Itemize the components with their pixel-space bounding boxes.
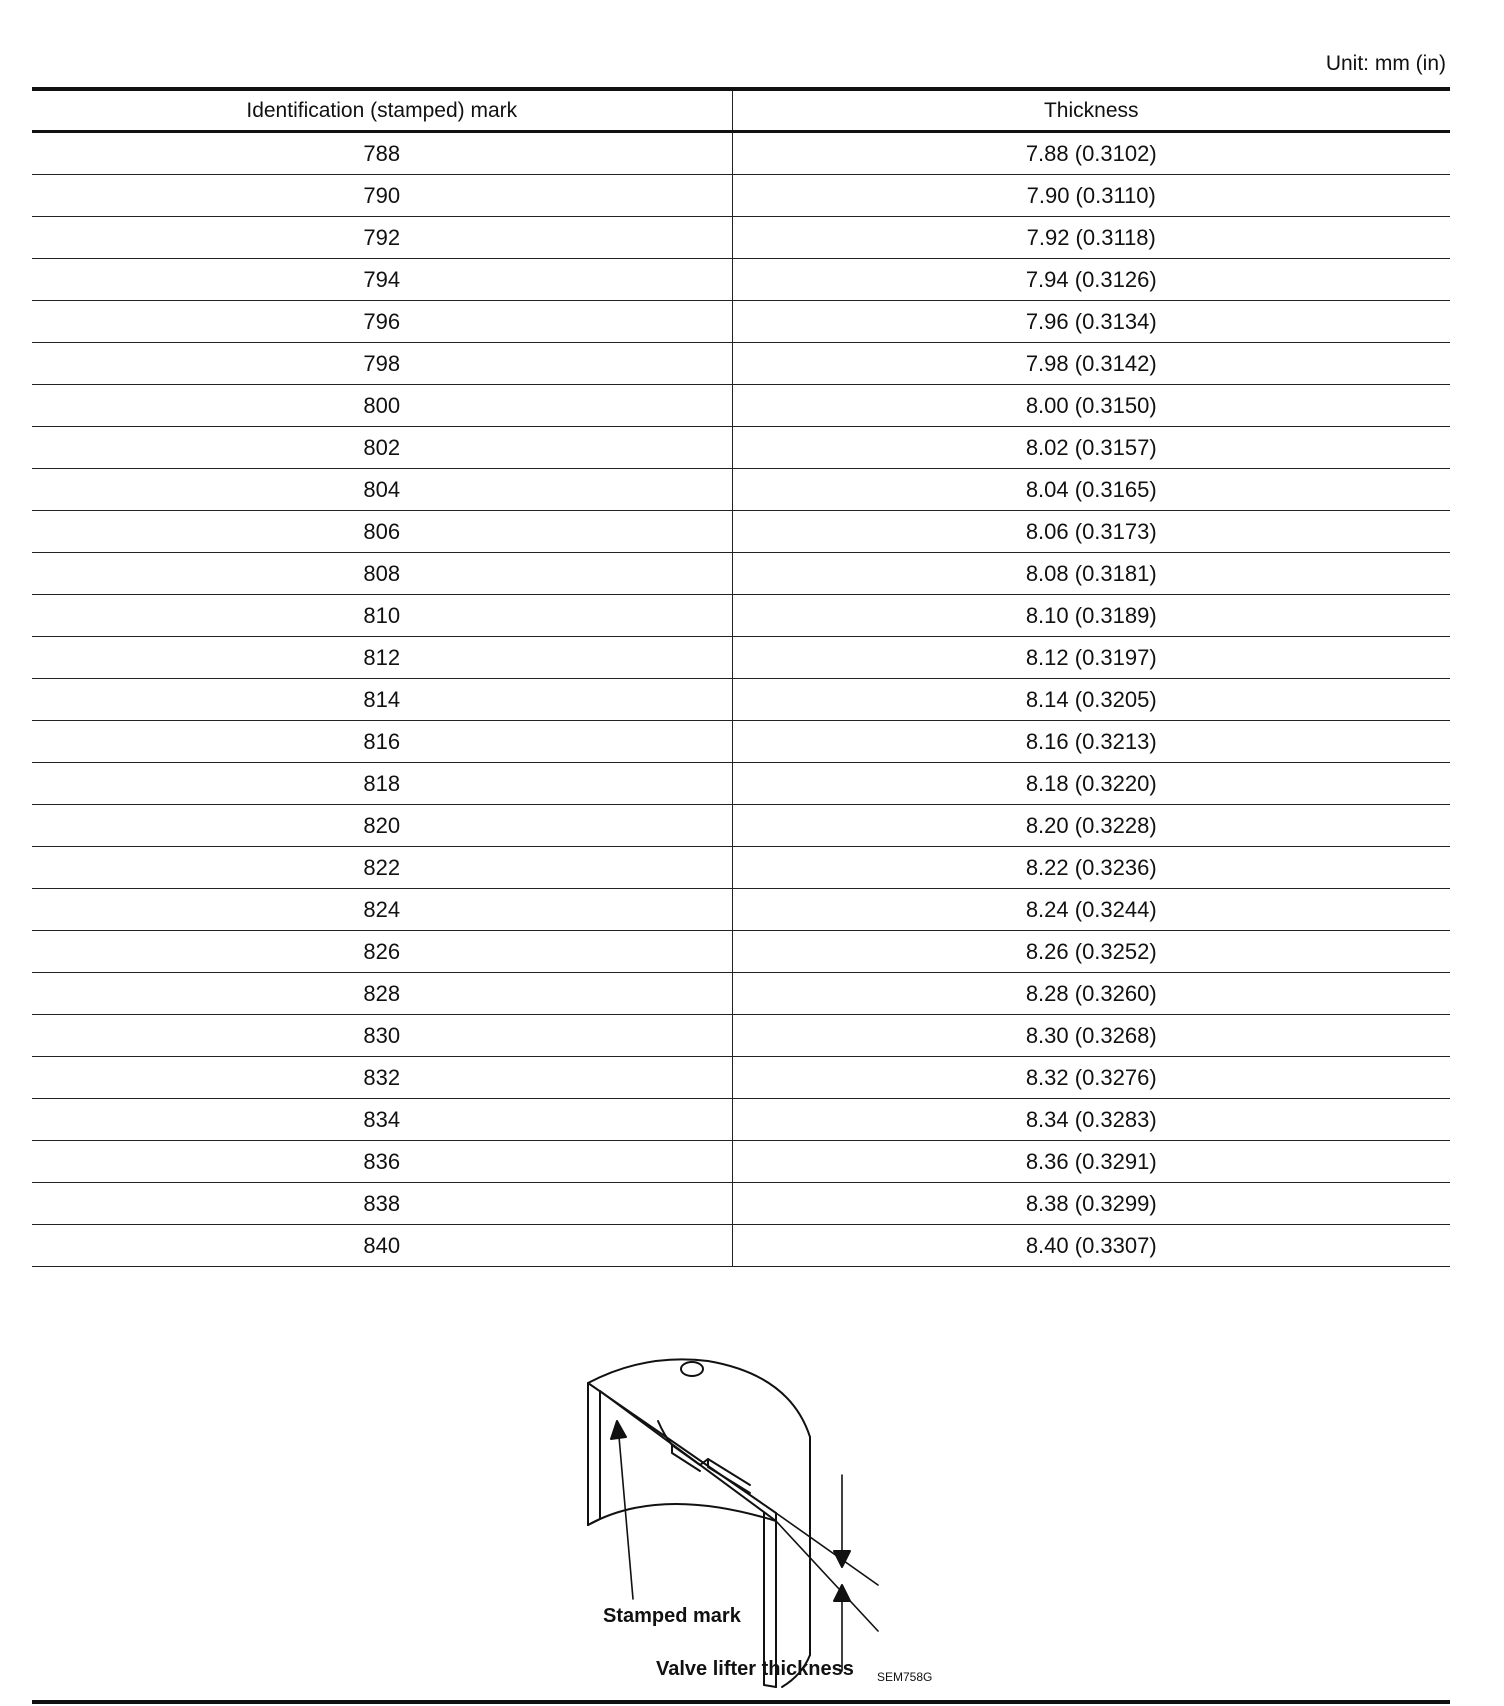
table-row <box>32 132 1450 175</box>
table-row <box>32 1099 1450 1141</box>
thickness-cell: 8.36 (0.3291) <box>732 1141 1450 1183</box>
thickness-cell: 8.10 (0.3189) <box>732 595 1450 637</box>
thickness-cell: 8.22 (0.3236) <box>732 847 1450 889</box>
mark-cell: 818 <box>32 763 732 805</box>
thickness-cell: 7.90 (0.3110) <box>732 175 1450 217</box>
stamped-mark-label: Stamped mark <box>603 1605 741 1627</box>
left-wall-bottom <box>588 1519 600 1525</box>
figure-code: SEM758G <box>877 1670 933 1684</box>
mark-cell: 792 <box>32 217 732 259</box>
unit-label: Unit: mm (in) <box>1325 52 1446 75</box>
mark-cell: 796 <box>32 301 732 343</box>
mark-cell: 810 <box>32 595 732 637</box>
dimension-arrowhead-up <box>834 1585 850 1601</box>
dimension-arrowhead-down <box>834 1551 850 1567</box>
table-row <box>32 1015 1450 1057</box>
mark-cell: 808 <box>32 553 732 595</box>
front-wall-base <box>764 1685 776 1687</box>
thickness-cell: 7.94 (0.3126) <box>732 259 1450 301</box>
table-row <box>32 931 1450 973</box>
table-row <box>32 553 1450 595</box>
table-row <box>32 1141 1450 1183</box>
stamped-mark-arrowhead <box>611 1421 626 1439</box>
mark-cell: 804 <box>32 469 732 511</box>
table-row <box>32 385 1450 427</box>
thickness-cell: 8.16 (0.3213) <box>732 721 1450 763</box>
table-row <box>32 259 1450 301</box>
mark-cell: 802 <box>32 427 732 469</box>
table-row <box>32 469 1450 511</box>
table-row <box>32 343 1450 385</box>
mark-cell: 806 <box>32 511 732 553</box>
thickness-cell: 8.00 (0.3150) <box>732 385 1450 427</box>
mark-cell: 838 <box>32 1183 732 1225</box>
oil-hole <box>681 1362 703 1376</box>
mark-cell: 834 <box>32 1099 732 1141</box>
table-row <box>32 763 1450 805</box>
mark-cell: 820 <box>32 805 732 847</box>
table-row <box>32 973 1450 1015</box>
table-row <box>32 175 1450 217</box>
thickness-cell: 8.08 (0.3181) <box>732 553 1450 595</box>
thickness-cell: 8.30 (0.3268) <box>732 1015 1450 1057</box>
mark-cell: 822 <box>32 847 732 889</box>
thickness-cell: 8.12 (0.3197) <box>732 637 1450 679</box>
mark-cell: 828 <box>32 973 732 1015</box>
mark-cell: 814 <box>32 679 732 721</box>
valve-lifter-thickness-label: Valve lifter thickness <box>656 1658 854 1680</box>
mark-cell: 794 <box>32 259 732 301</box>
mark-cell: 832 <box>32 1057 732 1099</box>
thickness-cell: 7.92 (0.3118) <box>732 217 1450 259</box>
mark-cell: 788 <box>32 132 732 175</box>
lifter-inner-bottom-arc <box>588 1504 776 1525</box>
thickness-cell: 8.02 (0.3157) <box>732 427 1450 469</box>
table-row <box>32 1225 1450 1267</box>
dimension-extension-bottom <box>776 1521 878 1631</box>
thickness-cell: 8.14 (0.3205) <box>732 679 1450 721</box>
mark-cell: 798 <box>32 343 732 385</box>
table-row <box>32 301 1450 343</box>
mark-cell: 840 <box>32 1225 732 1267</box>
thickness-cell: 8.06 (0.3173) <box>732 511 1450 553</box>
table-row <box>32 721 1450 763</box>
thickness-cell: 8.34 (0.3283) <box>732 1099 1450 1141</box>
table-row <box>32 1183 1450 1225</box>
table-row <box>32 511 1450 553</box>
table-header-row <box>32 89 1450 132</box>
table-row <box>32 847 1450 889</box>
valve-lifter-figure <box>540 1325 980 1695</box>
thickness-cell: 8.32 (0.3276) <box>732 1057 1450 1099</box>
thickness-cell: 8.40 (0.3307) <box>732 1225 1450 1267</box>
mark-cell: 816 <box>32 721 732 763</box>
header-identification-mark: Identification (stamped) mark <box>32 89 732 132</box>
thickness-cell: 8.26 (0.3252) <box>732 931 1450 973</box>
thickness-cell: 8.20 (0.3228) <box>732 805 1450 847</box>
mark-cell: 836 <box>32 1141 732 1183</box>
header-thickness: Thickness <box>1043 98 1139 122</box>
table-row <box>32 427 1450 469</box>
bottom-rule <box>32 1700 1450 1704</box>
thickness-cell: 7.98 (0.3142) <box>732 343 1450 385</box>
mark-cell: 800 <box>32 385 732 427</box>
thickness-cell: 8.28 (0.3260) <box>732 973 1450 1015</box>
table-row <box>32 217 1450 259</box>
table-row <box>32 889 1450 931</box>
table-row <box>32 595 1450 637</box>
mark-cell: 790 <box>32 175 732 217</box>
thickness-cell: 8.38 (0.3299) <box>732 1183 1450 1225</box>
thickness-cell: 8.04 (0.3165) <box>732 469 1450 511</box>
table-row <box>32 1057 1450 1099</box>
mark-cell: 830 <box>32 1015 732 1057</box>
thickness-cell: 7.96 (0.3134) <box>732 301 1450 343</box>
thickness-cell: 8.18 (0.3220) <box>732 763 1450 805</box>
mark-cell: 826 <box>32 931 732 973</box>
lifter-top-arc <box>588 1359 810 1437</box>
thickness-cell: 8.24 (0.3244) <box>732 889 1450 931</box>
mark-cell: 824 <box>32 889 732 931</box>
table-row <box>32 637 1450 679</box>
dimension-extension-top <box>776 1513 878 1585</box>
table-row <box>32 679 1450 721</box>
mark-cell: 812 <box>32 637 732 679</box>
table-row <box>32 805 1450 847</box>
valve-lifter-illustration <box>540 1325 980 1695</box>
valve-lifter-thickness-table <box>32 87 1450 1267</box>
thickness-cell: 7.88 (0.3102) <box>732 132 1450 175</box>
